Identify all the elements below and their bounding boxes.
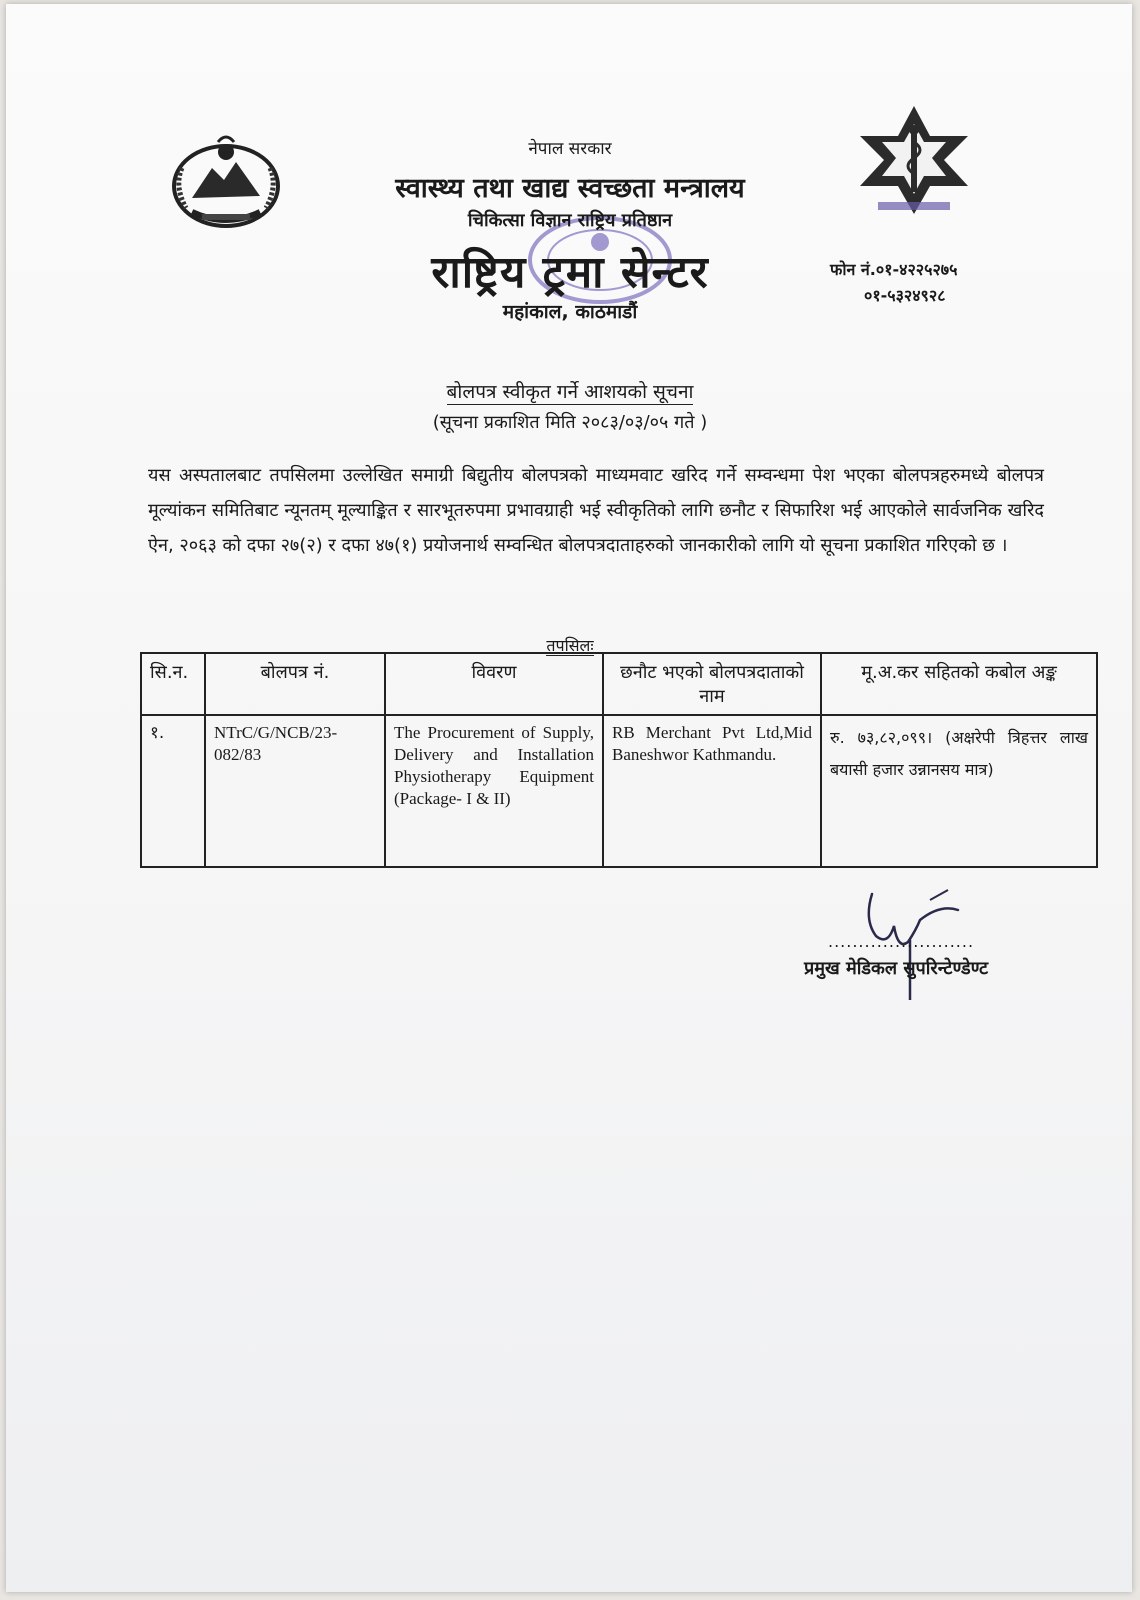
row-description: The Procurement of Supply, Delivery and Installation Physiotherapy Equipment (Package- I & II) — [385, 715, 603, 867]
col-header-amount: मू.अ.कर सहितको कबोल अङ्क — [821, 653, 1097, 715]
col-header-bidder: छनौट भएको बोलपत्रदाताको नाम — [603, 653, 821, 715]
center-location: महांकाल, काठमाडौं — [502, 301, 638, 323]
col-header-description: विवरण — [385, 653, 603, 715]
notice-body: यस अस्पतालबाट तपसिलमा उल्लेखित समाग्री बिद्युतीय बोलपत्रको माध्यमवाट खरिद गर्ने सम्वन्धमा पेश भएका बोलपत्रहरुमध्ये बोलपत्र मूल्यांकन समितिबाट न्यूनतम् मूल्याङ्कित र सारभूतरुपमा प्रभावग्राही भई स्वीकृतिको लागि छनौट र सिफारिश भई आएकोले सार्वजनिक खरिद ऐन, २०६३ को दफा २७(२) र दफा ४७(१) प्रयोजनार्थ सम्वन्धित बोलपत्रदाताहरुको जानकारीको लागि यो सूचना प्रकाशित गरिएको छ । — [148, 465, 1044, 556]
phone-number-1: फोन नं.०१-४२२५२७५ — [830, 260, 958, 279]
signature-line: ........................ — [828, 932, 975, 951]
col-header-bid-no: बोलपत्र नं. — [205, 653, 385, 715]
table-header-row — [141, 653, 1097, 715]
tender-table — [140, 652, 1098, 868]
notice-title — [0, 378, 1140, 404]
row-sn: १. — [141, 715, 205, 867]
ministry-name: स्वास्थ्य तथा खाद्य स्वच्छता मन्त्रालय — [395, 173, 745, 204]
notice-published-date: (सूचना प्रकाशित मिति २०८३/०३/०५ गते ) — [432, 412, 708, 433]
schedule-label: तपसिलः — [546, 636, 594, 655]
row-amount: रु. ७३,८२,०९९। (अक्षरेपी त्रिहत्तर लाख बयासी हजार उन्नानसय मात्र) — [821, 715, 1097, 867]
col-header-sn: सि.न. — [141, 653, 205, 715]
institute-name: चिकित्सा विज्ञान राष्ट्रिय प्रतिष्ठान — [467, 210, 673, 231]
table-row — [141, 715, 1097, 867]
phone-number-2: ०१-५३२४९२८ — [864, 286, 946, 305]
government-name: नेपाल सरकार — [528, 139, 612, 159]
signatory-title: प्रमुख मेडिकल सुपरिन्टेण्डेण्ट — [804, 958, 989, 979]
notice-title-text: बोलपत्र स्वीकृत गर्ने आशयको सूचना — [446, 381, 694, 403]
row-bidder: RB Merchant Pvt Ltd,Mid Baneshwor Kathmandu. — [603, 715, 821, 867]
center-name: राष्ट्रिय ट्रमा सेन्टर — [431, 247, 709, 298]
row-bid-no: NTrC/G/NCB/23-082/83 — [205, 715, 385, 867]
